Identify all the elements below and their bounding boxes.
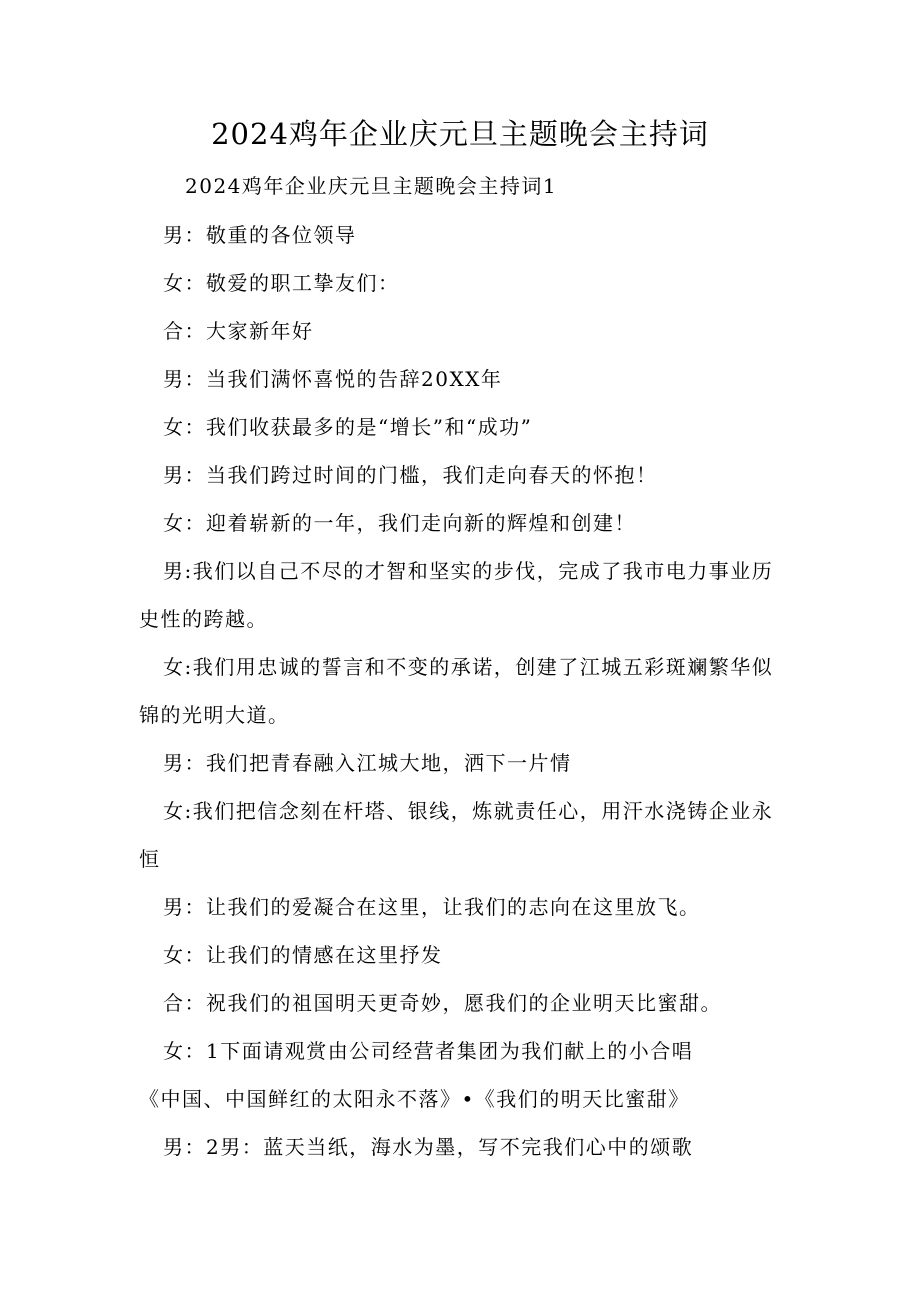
- paragraph-line: 恒: [139, 847, 161, 871]
- paragraph-line: 女:我们用忠诚的誓言和不变的承诺，创建了江城五彩斑斓繁华似: [163, 655, 774, 679]
- paragraph-line: 女：敬爱的职工挚友们：: [163, 271, 400, 295]
- paragraph-line: 女：我们收获最多的是“增长”和“成功”: [163, 415, 533, 439]
- paragraph-line: 女：迎着崭新的一年，我们走向新的辉煌和创建！: [163, 511, 636, 535]
- paragraph-line: 男：2男：蓝天当纸，海水为墨，写不完我们心中的颂歌: [163, 1135, 694, 1159]
- paragraph-line: 女：1下面请观赏由公司经营者集团为我们献上的小合唱: [163, 1039, 694, 1063]
- document-title: 2024鸡年企业庆元旦主题晚会主持词: [211, 117, 709, 151]
- paragraph-line: 史性的跨越。: [139, 607, 268, 631]
- paragraph-line: 男：让我们的爱凝合在这里，让我们的志向在这里放飞。: [163, 895, 701, 919]
- paragraph-line: 男：当我们跨过时间的门槛，我们走向春天的怀抱！: [163, 463, 658, 487]
- paragraph-line: 男：我们把青春融入江城大地，洒下一片情: [163, 751, 572, 775]
- paragraph-line: 合：祝我们的祖国明天更奇妙，愿我们的企业明天比蜜甜。: [163, 991, 722, 1015]
- paragraph-line: 锦的光明大道。: [139, 703, 290, 727]
- paragraph-line: 男:我们以自己不尽的才智和坚实的步伐，完成了我市电力事业历: [163, 559, 774, 583]
- section-heading: 2024鸡年企业庆元旦主题晚会主持词1: [185, 174, 558, 198]
- paragraph-line: 合：大家新年好: [163, 319, 314, 343]
- paragraph-line: 女：让我们的情感在这里抒发: [163, 943, 443, 967]
- paragraph-line: 男：敬重的各位领导: [163, 223, 357, 247]
- paragraph-line: 男：当我们满怀喜悦的告辞20XX年: [163, 367, 503, 391]
- paragraph-line: 《中国、中国鲜红的太阳永不落》•《我们的明天比蜜甜》: [139, 1087, 690, 1111]
- paragraph-line: 女:我们把信念刻在杆塔、银线，炼就责任心，用汗水浇铸企业永: [163, 799, 774, 823]
